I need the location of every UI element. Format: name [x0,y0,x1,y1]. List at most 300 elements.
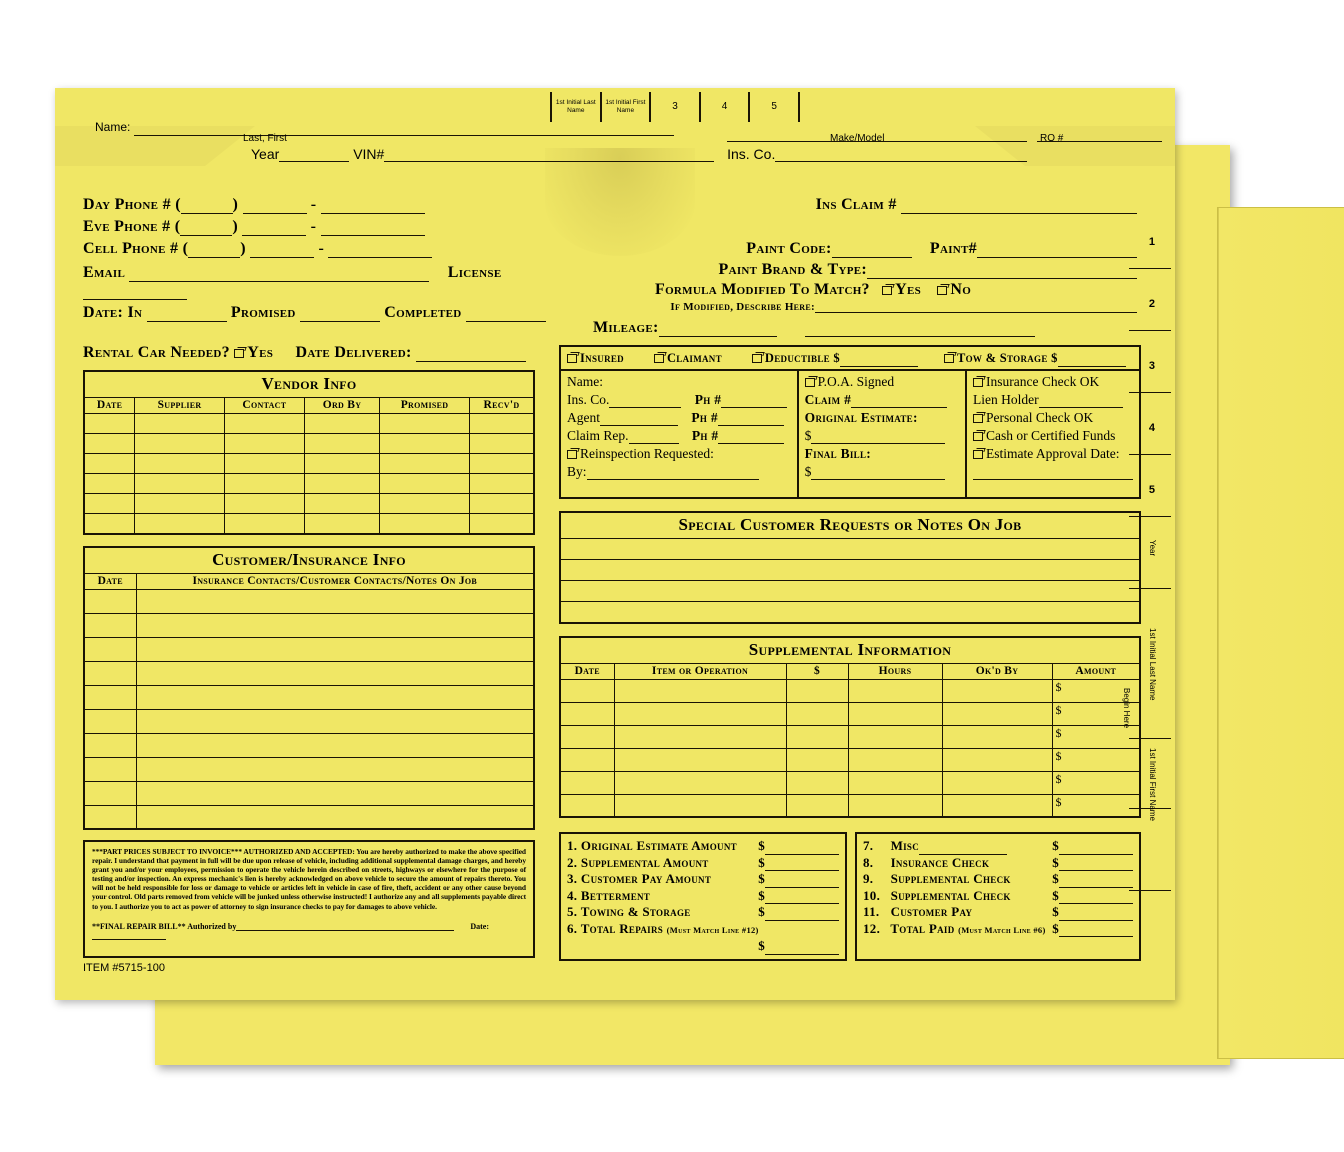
side-tick [1129,588,1171,589]
cell[interactable] [560,771,614,794]
final-repair-bill-row [92,922,526,940]
totals-right-dollar: $ [1052,920,1059,936]
estimate-approval-input-line[interactable] [973,467,1133,481]
totals-right-num: 11. [863,904,880,919]
mileage-label: Mileage: [593,319,659,336]
top-tab-label: 5 [771,101,777,112]
vendor-col-ordby: Ord By [304,398,379,414]
cell[interactable] [942,679,1052,702]
reinspection-by-label: By: [567,464,587,479]
totals-left-input-line[interactable] [765,942,839,955]
insurance-check-ok-checkbox[interactable] [973,378,983,387]
day-phone-suffix[interactable] [321,198,425,214]
cell-phone-area[interactable] [188,242,240,258]
table-row[interactable] [560,725,1140,748]
table-row[interactable] [560,602,1140,623]
table-row[interactable] [560,748,1140,771]
paint-brand-input-line[interactable] [867,263,1137,279]
cell[interactable] [224,454,304,474]
cell[interactable] [560,539,1140,560]
insured-claimant-bar [559,345,1141,369]
amount-cell[interactable]: $ [1052,725,1140,748]
day-phone-prefix[interactable] [243,198,307,214]
vendor-col-contact: Contact [224,398,304,414]
legal-date-input-line[interactable] [92,932,166,940]
ins-co-input-line[interactable] [775,148,1027,162]
table-row[interactable] [84,805,534,829]
date-in-label: In [127,304,143,321]
totals-left-label: Original Estimate Amount [580,838,737,853]
cell[interactable] [848,702,942,725]
cell[interactable] [84,434,135,454]
ins-ph2-input-line[interactable] [718,413,784,427]
final-bill-dollar: $ [804,464,812,479]
rental-yes-label: Yes [247,344,274,361]
totals-left-label: Towing & Storage [580,904,691,919]
cell[interactable] [84,454,135,474]
totals-left-input-line[interactable] [765,908,839,921]
claim-number-input-line[interactable] [851,395,947,409]
cell[interactable] [560,679,614,702]
table-row[interactable] [84,757,534,781]
table-row[interactable] [560,560,1140,581]
totals-right-box [855,832,1141,961]
side-tab-5[interactable]: 5 [1148,484,1155,496]
vendor-col-recvd: Recv'd [469,398,534,414]
cell[interactable] [304,514,379,534]
cell[interactable] [135,434,225,454]
agent-row [567,410,791,426]
side-tab-4[interactable]: 4 [1148,422,1155,434]
cell[interactable] [614,771,786,794]
side-tick [1129,738,1171,739]
side-tab-begin-here: Begin Here [1122,688,1131,729]
cash-certified-label: Cash or Certified Funds [986,428,1116,443]
vendor-info-title-row [84,371,534,398]
paint-number-label: Paint# [929,240,977,257]
personal-check-ok-label: Personal Check OK [986,410,1094,425]
cust-ins-header-row [84,573,534,589]
cell[interactable] [224,414,304,434]
date-promised-input-line[interactable] [300,306,380,322]
cell[interactable] [304,454,379,474]
cell[interactable] [84,613,136,637]
original-estimate-dollar: $ [804,428,812,443]
side-tab-year[interactable]: Year [1148,540,1157,557]
side-tab-first-name[interactable]: 1st Initial First Name [1148,748,1157,821]
top-tab-5[interactable] [748,92,800,122]
cell[interactable] [135,474,225,494]
cell[interactable] [224,474,304,494]
cell[interactable] [84,709,136,733]
cell[interactable] [136,685,534,709]
totals-left-box [559,832,847,961]
cell[interactable] [135,494,225,514]
side-tab-3[interactable]: 3 [1148,360,1155,372]
cell[interactable] [469,434,534,454]
if-modified-label: If Modified, Describe Here: [670,301,815,313]
poa-row [805,374,959,390]
cell[interactable] [848,771,942,794]
table-row[interactable] [84,637,534,661]
ins-ph1-input-line[interactable] [721,395,787,409]
totals-left-num: 3. [567,871,578,886]
table-row[interactable] [84,661,534,685]
totals-right-item [863,888,1133,905]
side-tab-1[interactable]: 1 [1148,236,1155,248]
date-row [83,304,551,322]
paint-code-label: Paint Code: [746,240,832,257]
original-estimate-input-line[interactable] [811,431,945,445]
insurance-col-claim [799,371,967,497]
vendor-col-date: Date [84,398,135,414]
cell[interactable] [380,494,470,514]
cell[interactable] [560,581,1140,602]
paint-code-input-line[interactable] [832,242,912,258]
cell[interactable] [380,514,470,534]
date-in-input-line[interactable] [147,306,227,322]
paint-code-row [555,240,1137,258]
totals-right-dollar: $ [1052,887,1059,903]
eve-phone-area[interactable] [180,220,232,236]
email-input-line[interactable] [129,266,429,282]
cell[interactable] [786,679,848,702]
table-row[interactable] [560,679,1140,702]
top-tab-label: 3 [672,101,678,112]
side-tick [1129,516,1171,517]
cell[interactable] [84,589,136,613]
totals-right-label: Insurance Check [890,854,990,870]
estimate-approval-date-line-row [973,464,1133,480]
authorized-by-input-line[interactable] [236,923,454,931]
cell[interactable] [136,589,534,613]
cell[interactable] [560,702,614,725]
formula-no-checkbox[interactable] [937,286,947,295]
name-input-line[interactable] [134,120,674,136]
cell[interactable] [136,637,534,661]
ins-co-label: Ins. Co. [567,392,610,407]
cell[interactable] [84,805,136,829]
insured-checkbox[interactable] [567,354,577,363]
cell[interactable] [136,661,534,685]
totals-left-item [567,855,839,872]
original-estimate-amount-row [805,428,959,444]
mileage-extra-line[interactable] [805,321,1035,337]
supplemental-header-row [560,663,1140,679]
cell[interactable] [942,702,1052,725]
totals-right-num: 10. [863,887,881,903]
agent-input-line[interactable] [600,413,678,427]
cell[interactable] [84,637,136,661]
table-row[interactable] [84,514,534,534]
date-promised-label: Promised [230,304,296,321]
cell[interactable] [380,434,470,454]
eve-phone-row: Eve Phone # ( ) - [83,218,551,236]
table-row[interactable] [84,434,534,454]
table-row[interactable] [84,494,534,514]
cell[interactable] [786,748,848,771]
table-row[interactable] [560,771,1140,794]
cell[interactable] [136,613,534,637]
cell[interactable] [469,514,534,534]
if-modified-input-line[interactable] [815,302,1137,313]
cell[interactable] [560,748,614,771]
totals-left-label: Total Repairs [580,920,664,936]
claimant-checkbox[interactable] [654,354,664,363]
table-row[interactable] [84,589,534,613]
table-row[interactable] [84,613,534,637]
cell[interactable] [560,560,1140,581]
cell[interactable] [469,454,534,474]
ins-co-input-line[interactable] [609,395,681,409]
deductible-input-line[interactable] [840,355,918,368]
tow-storage-label: Tow & Storage $ [956,351,1058,365]
table-row[interactable] [84,414,534,434]
cell[interactable] [136,781,534,805]
lien-holder-label: Lien Holder [973,392,1039,407]
top-tab-label: 1st Initial Last Name [555,99,596,114]
table-row[interactable] [84,454,534,474]
cell[interactable] [84,685,136,709]
poa-signed-checkbox[interactable] [805,378,815,387]
cell[interactable] [380,474,470,494]
cell[interactable] [614,794,786,817]
totals-left-input-line[interactable] [765,891,839,904]
license-input-line[interactable] [83,284,187,300]
cell[interactable] [135,414,225,434]
cell[interactable] [84,733,136,757]
cell[interactable] [786,794,848,817]
cell[interactable] [224,494,304,514]
rental-yes-checkbox[interactable] [234,349,244,358]
cell[interactable] [84,514,135,534]
totals-right-dollar: $ [1052,838,1059,853]
date-completed-input-line[interactable] [466,306,546,322]
cell[interactable] [848,794,942,817]
cell[interactable] [84,474,135,494]
totals-left-label: Supplemental Amount [580,854,709,870]
eve-phone-prefix[interactable] [242,220,306,236]
cell[interactable] [304,414,379,434]
cell[interactable] [380,454,470,474]
cell-phone-prefix[interactable] [250,242,314,258]
cell[interactable] [560,725,614,748]
supplemental-title-row [560,637,1140,664]
claim-number-label: Claim # [804,392,852,407]
claimant-label: Claimant [666,351,722,365]
cust-ins-col-date: Date [84,573,136,589]
year-input-line[interactable] [279,148,349,162]
personal-check-ok-checkbox[interactable] [973,414,983,423]
poa-signed-label: P.O.A. Signed [817,374,895,389]
mileage-input-line[interactable] [659,321,777,337]
cell-phone-row: Cell Phone # ( ) - [83,240,551,258]
estimate-approval-checkbox[interactable] [973,450,983,459]
totals-right-label: Supplemental Check [890,871,1011,886]
claim-rep-row [567,428,791,444]
cell[interactable] [560,602,1140,623]
cell[interactable] [848,748,942,771]
legal-terms-text: ***PART PRICES SUBJECT TO INVOICE*** AUTHORIZED AND ACCEPTED: You are hereby authorized to make the above specified repair. I understand that payment in full will be due upon release of vehicle, including additional supplemental damage charges, and hereby grant you and/or your employees, permission to operate the vehicle herein described on streets, highways or elsewhere for the purpose of testing and/or inspection. An express mechanic's lien is hereby acknowledged on above vehicle to secure the amount of repairs thereto. You will not be held responsible for loss or damage to vehicle or articles left in vehicle in case of fire, theft, accident or any other cause beyond your control. Old parts removed from vehicle will be junked unless otherwise instructed! I authorize any and all supplements payable direct to you. I authorize you to act as power of attorney to sign insurance checks to pay for damages to above vehicle. [92,847,526,911]
totals-right-num: 9. [863,871,874,886]
cell[interactable] [614,725,786,748]
agent-label: Agent [567,410,600,425]
misc-description-line[interactable] [919,842,1007,855]
ins-name-label: Name: [567,374,603,389]
totals-left-num: 5. [567,904,578,919]
personal-check-ok-row [973,410,1133,426]
deductible-checkbox[interactable] [752,354,762,363]
ins-ph3-input-line[interactable] [718,431,784,445]
cell[interactable] [304,494,379,514]
rental-label: Rental Car Needed? [83,344,230,361]
table-row[interactable] [560,702,1140,725]
reinspection-row [567,446,791,462]
amount-cell[interactable]: $ [1052,679,1140,702]
rental-row [83,344,551,362]
cell[interactable] [304,474,379,494]
amount-cell[interactable]: $ [1052,748,1140,771]
date-delivered-input-line[interactable] [416,346,526,362]
totals-left-input-line[interactable] [765,858,839,871]
ins-claim-label: Ins Claim # [815,196,897,213]
email-label: Email [83,264,126,281]
cell[interactable] [786,702,848,725]
cash-certified-checkbox[interactable] [973,432,983,441]
reinspection-label: Reinspection Requested: [580,446,714,461]
side-tab-last-name[interactable]: 1st Initial Last Name [1148,628,1157,701]
cell[interactable] [614,702,786,725]
totals-right-num: 7. [863,838,874,853]
totals-left-dollar: $ [758,887,765,903]
cell[interactable] [84,757,136,781]
cell[interactable] [136,709,534,733]
table-row[interactable] [560,794,1140,817]
table-row[interactable] [84,733,534,757]
cell[interactable] [942,771,1052,794]
table-row[interactable] [84,474,534,494]
totals-left-num: 2. [567,854,578,870]
cell[interactable] [614,748,786,771]
totals-right-label: Total Paid [890,920,955,936]
cell[interactable] [848,725,942,748]
vendor-info-title: Vendor Info [84,371,534,398]
side-tick [1129,268,1171,269]
supp-col-date: Date [560,663,614,679]
totals-left-label: Customer Pay Amount [580,871,712,886]
final-repair-bill-label: **FINAL REPAIR BILL** Authorized by [92,921,237,931]
cell[interactable] [469,414,534,434]
cell[interactable] [135,454,225,474]
ins-ph2-label: Ph # [691,410,718,425]
cell[interactable] [942,748,1052,771]
cell[interactable] [786,771,848,794]
table-row[interactable] [560,581,1140,602]
cell[interactable] [304,434,379,454]
amount-cell[interactable]: $ [1052,794,1140,817]
cell[interactable] [84,781,136,805]
totals-right-dollar: $ [1052,854,1059,870]
final-bill-input-line[interactable] [811,467,945,481]
ins-co-row [567,392,791,408]
ins-ph3-label: Ph # [691,428,719,443]
totals-left-input-line[interactable] [765,842,839,855]
table-row[interactable] [84,685,534,709]
totals-left-item [567,871,839,888]
cell[interactable] [136,805,534,829]
cell-phone-suffix[interactable] [328,242,432,258]
customer-insurance-info-table [83,546,535,831]
cell[interactable] [786,725,848,748]
left-column [73,196,551,974]
side-tab-2[interactable]: 2 [1148,298,1155,310]
table-row[interactable] [560,539,1140,560]
cell[interactable] [84,661,136,685]
reinspection-by-input-line[interactable] [587,467,759,481]
final-bill-amount-row [805,464,959,480]
cell[interactable] [614,679,786,702]
reinspection-checkbox[interactable] [567,450,577,459]
insurance-check-ok-label: Insurance Check OK [986,374,1100,389]
supplemental-title: Supplemental Information [560,637,1140,664]
side-tick [1129,392,1171,393]
cell[interactable] [136,733,534,757]
cell[interactable] [224,434,304,454]
totals-left-dollar: $ [758,838,765,853]
vin-input-line[interactable] [384,148,714,162]
cell[interactable] [136,757,534,781]
ro-number-caption: RO # [1040,133,1064,144]
vendor-info-table [83,370,535,535]
cash-certified-row [973,428,1133,444]
totals-left-item [567,904,839,921]
cell[interactable] [224,514,304,534]
estimate-approval-row [973,446,1133,462]
cell[interactable] [380,414,470,434]
cell[interactable] [469,494,534,514]
formula-yes-label: Yes [895,281,922,298]
formula-yes-checkbox[interactable] [882,286,892,295]
lien-holder-input-line[interactable] [1039,395,1123,409]
date-delivered-label: Date Delivered: [295,344,412,361]
day-phone-area[interactable] [181,198,233,214]
cell[interactable] [942,725,1052,748]
table-row[interactable] [84,781,534,805]
right-column [555,196,1155,961]
cell[interactable] [84,494,135,514]
cell[interactable] [135,514,225,534]
totals-left-item [567,888,839,905]
claim-rep-input-line[interactable] [629,431,679,445]
ins-claim-input-line[interactable] [901,198,1137,214]
table-row[interactable] [84,709,534,733]
cell[interactable] [560,794,614,817]
date-completed-label: Completed [384,304,462,321]
totals-left-num: 6. [567,920,578,936]
cust-ins-col-notes: Insurance Contacts/Customer Contacts/Notes On Job [136,573,534,589]
cell[interactable] [469,474,534,494]
cell[interactable] [848,679,942,702]
name-label: Name: [95,120,131,134]
totals-left-input-line[interactable] [765,875,839,888]
cell[interactable] [942,794,1052,817]
eve-phone-suffix[interactable] [321,220,425,236]
insured-label: Insured [580,351,624,365]
cell[interactable] [84,414,135,434]
amount-cell[interactable]: $ [1052,771,1140,794]
amount-cell[interactable]: $ [1052,702,1140,725]
tow-storage-checkbox[interactable] [944,354,954,363]
